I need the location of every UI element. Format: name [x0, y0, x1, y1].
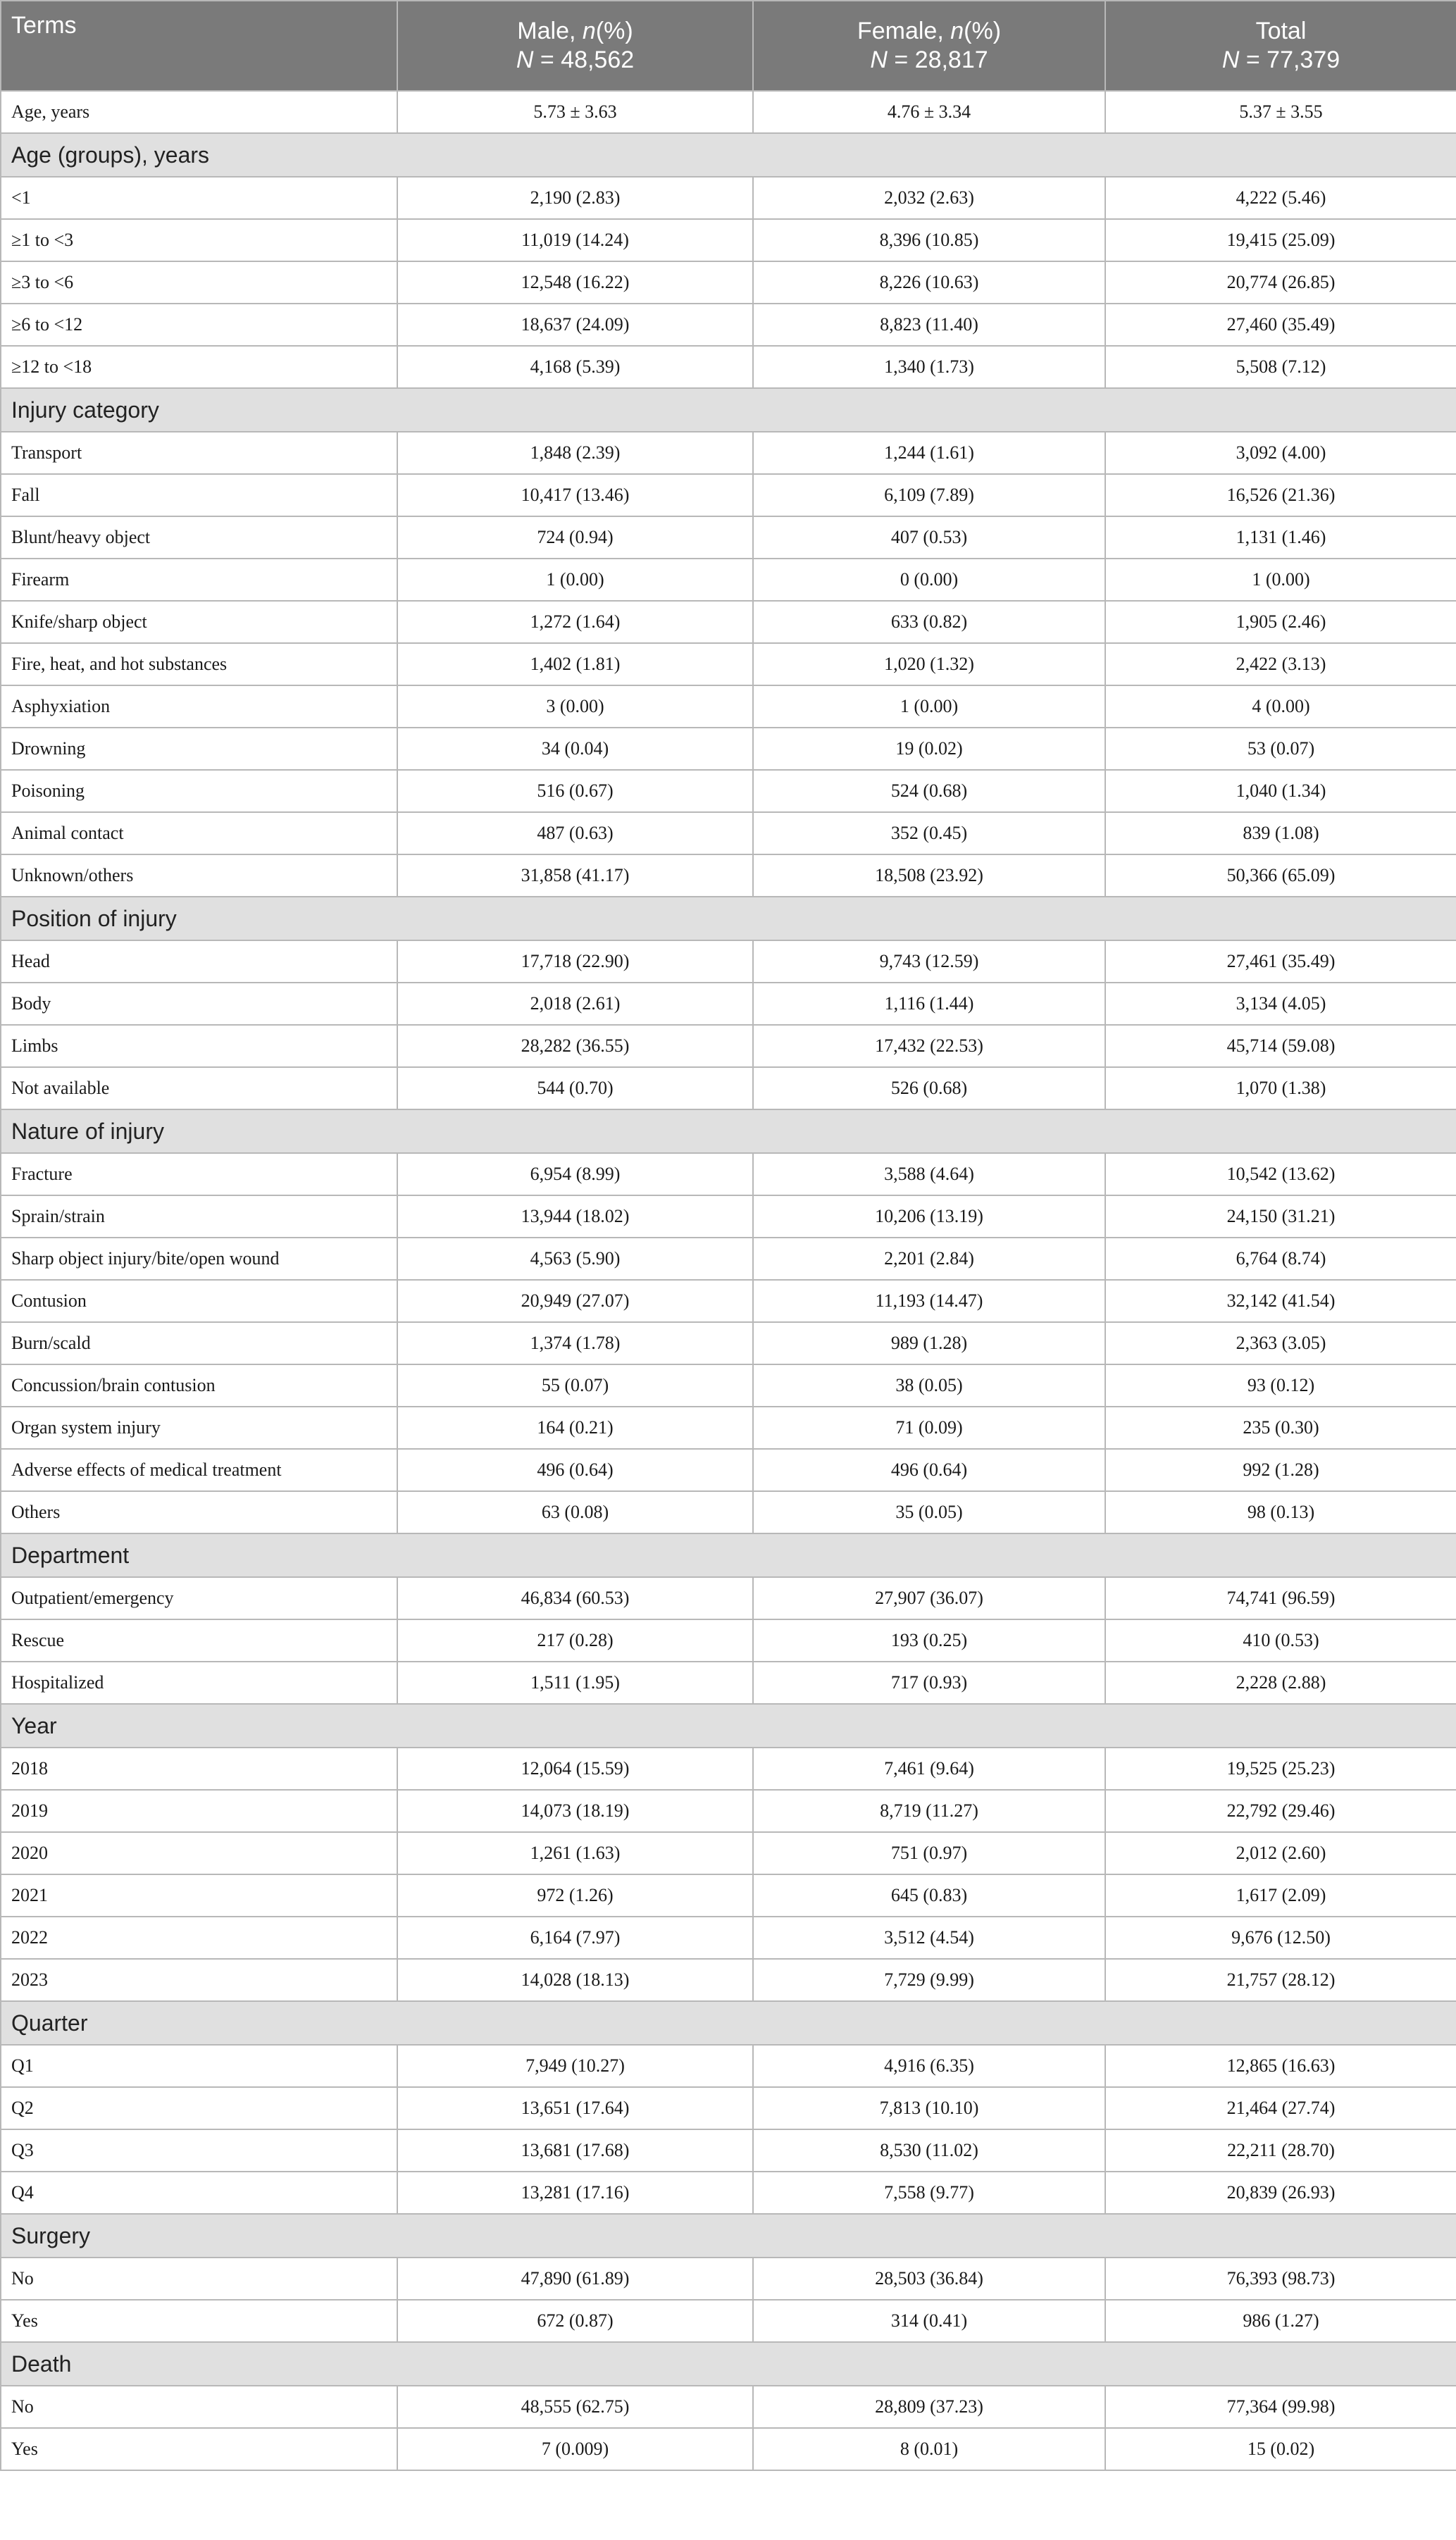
- total-cell: 992 (1.28): [1105, 1449, 1456, 1491]
- female-cell: 7,461 (9.64): [753, 1748, 1105, 1790]
- section-row: [1, 897, 1456, 940]
- total-cell: 27,461 (35.49): [1105, 940, 1456, 983]
- table-row: [1, 1067, 1456, 1109]
- total-cell: 10,542 (13.62): [1105, 1153, 1456, 1195]
- table-row: [1, 1025, 1456, 1067]
- table-row: [1, 1449, 1456, 1491]
- table-row: [1, 2428, 1456, 2470]
- header-male-pct: (%): [595, 18, 633, 44]
- male-cell: 14,073 (18.19): [397, 1790, 753, 1832]
- table-row: [1, 1364, 1456, 1407]
- term-cell: Unknown/others: [1, 854, 397, 897]
- table-row: [1, 1322, 1456, 1364]
- table-row: [1, 2386, 1456, 2428]
- male-cell: 10,417 (13.46): [397, 474, 753, 516]
- male-cell: 13,651 (17.64): [397, 2087, 753, 2129]
- total-cell: 1,131 (1.46): [1105, 516, 1456, 559]
- term-cell: Knife/sharp object: [1, 601, 397, 643]
- section-heading: Surgery: [1, 2214, 1456, 2258]
- total-cell: 21,757 (28.12): [1105, 1959, 1456, 2001]
- section-row: [1, 388, 1456, 432]
- term-cell: Not available: [1, 1067, 397, 1109]
- total-cell: 2,363 (3.05): [1105, 1322, 1456, 1364]
- section-heading: Age (groups), years: [1, 133, 1456, 177]
- male-cell: 11,019 (14.24): [397, 219, 753, 261]
- female-cell: 645 (0.83): [753, 1874, 1105, 1917]
- term-cell: Outpatient/emergency: [1, 1577, 397, 1619]
- female-cell: 38 (0.05): [753, 1364, 1105, 1407]
- female-cell: 6,109 (7.89): [753, 474, 1105, 516]
- total-cell: 839 (1.08): [1105, 812, 1456, 854]
- male-cell: 487 (0.63): [397, 812, 753, 854]
- header-row: [1, 1, 1456, 91]
- male-cell: 17,718 (22.90): [397, 940, 753, 983]
- term-cell: Fracture: [1, 1153, 397, 1195]
- total-cell: 9,676 (12.50): [1105, 1917, 1456, 1959]
- header-male-N: N: [516, 46, 534, 73]
- female-cell: 27,907 (36.07): [753, 1577, 1105, 1619]
- term-cell: Sharp object injury/bite/open wound: [1, 1238, 397, 1280]
- section-heading: Position of injury: [1, 897, 1456, 940]
- term-cell: 2018: [1, 1748, 397, 1790]
- table-row: [1, 1280, 1456, 1322]
- section-row: [1, 1704, 1456, 1748]
- female-cell: 0 (0.00): [753, 559, 1105, 601]
- total-cell: 20,774 (26.85): [1105, 261, 1456, 304]
- female-cell: 352 (0.45): [753, 812, 1105, 854]
- total-cell: 410 (0.53): [1105, 1619, 1456, 1662]
- total-cell: 5,508 (7.12): [1105, 346, 1456, 388]
- term-cell: Q3: [1, 2129, 397, 2172]
- table-row: [1, 2172, 1456, 2214]
- total-cell: 1,070 (1.38): [1105, 1067, 1456, 1109]
- term-cell: <1: [1, 177, 397, 219]
- section-heading: Injury category: [1, 388, 1456, 432]
- term-cell: Head: [1, 940, 397, 983]
- table-row: [1, 1238, 1456, 1280]
- female-cell: 9,743 (12.59): [753, 940, 1105, 983]
- table-row: [1, 854, 1456, 897]
- male-cell: 7 (0.009): [397, 2428, 753, 2470]
- term-cell: Yes: [1, 2300, 397, 2342]
- term-cell: Organ system injury: [1, 1407, 397, 1449]
- term-cell: Burn/scald: [1, 1322, 397, 1364]
- total-cell: 1,905 (2.46): [1105, 601, 1456, 643]
- term-cell: Fall: [1, 474, 397, 516]
- term-cell: Asphyxiation: [1, 685, 397, 728]
- female-cell: 8,719 (11.27): [753, 1790, 1105, 1832]
- table-row: [1, 1619, 1456, 1662]
- male-cell: 2,018 (2.61): [397, 983, 753, 1025]
- male-cell: 496 (0.64): [397, 1449, 753, 1491]
- female-cell: 7,729 (9.99): [753, 1959, 1105, 2001]
- term-cell: Hospitalized: [1, 1662, 397, 1704]
- table-row: [1, 304, 1456, 346]
- table-row: [1, 177, 1456, 219]
- total-cell: 24,150 (31.21): [1105, 1195, 1456, 1238]
- table-row: [1, 261, 1456, 304]
- total-cell: 1 (0.00): [1105, 559, 1456, 601]
- header-male-N-value: = 48,562: [533, 46, 635, 73]
- term-cell: Body: [1, 983, 397, 1025]
- total-cell: 235 (0.30): [1105, 1407, 1456, 1449]
- term-cell: Animal contact: [1, 812, 397, 854]
- male-cell: 4,168 (5.39): [397, 346, 753, 388]
- female-cell: 3,512 (4.54): [753, 1917, 1105, 1959]
- section-heading: Death: [1, 2342, 1456, 2386]
- header-female-N-value: = 28,817: [887, 46, 988, 73]
- male-cell: 55 (0.07): [397, 1364, 753, 1407]
- table-row: [1, 1577, 1456, 1619]
- male-cell: 34 (0.04): [397, 728, 753, 770]
- total-cell: 986 (1.27): [1105, 2300, 1456, 2342]
- male-cell: 217 (0.28): [397, 1619, 753, 1662]
- male-cell: 13,944 (18.02): [397, 1195, 753, 1238]
- total-cell: 1,040 (1.34): [1105, 770, 1456, 812]
- section-row: [1, 2001, 1456, 2045]
- table-row: [1, 1491, 1456, 1533]
- header-male-n: n: [582, 18, 596, 44]
- male-cell: 1,848 (2.39): [397, 432, 753, 474]
- total-cell: 45,714 (59.08): [1105, 1025, 1456, 1067]
- female-cell: 526 (0.68): [753, 1067, 1105, 1109]
- section-row: [1, 133, 1456, 177]
- term-cell: No: [1, 2258, 397, 2300]
- term-cell: 2019: [1, 1790, 397, 1832]
- term-cell: Age, years: [1, 91, 397, 133]
- section-row: [1, 1109, 1456, 1153]
- female-cell: 1,244 (1.61): [753, 432, 1105, 474]
- female-cell: 2,032 (2.63): [753, 177, 1105, 219]
- female-cell: 8,530 (11.02): [753, 2129, 1105, 2172]
- section-row: [1, 2214, 1456, 2258]
- male-cell: 13,681 (17.68): [397, 2129, 753, 2172]
- female-cell: 3,588 (4.64): [753, 1153, 1105, 1195]
- term-cell: Yes: [1, 2428, 397, 2470]
- total-cell: 16,526 (21.36): [1105, 474, 1456, 516]
- table-row: [1, 91, 1456, 133]
- table-row: [1, 601, 1456, 643]
- table-row: [1, 1662, 1456, 1704]
- term-cell: Drowning: [1, 728, 397, 770]
- male-cell: 2,190 (2.83): [397, 177, 753, 219]
- table-row: [1, 1959, 1456, 2001]
- male-cell: 1,261 (1.63): [397, 1832, 753, 1874]
- male-cell: 63 (0.08): [397, 1491, 753, 1533]
- header-female-n: n: [950, 18, 964, 44]
- table-row: [1, 2258, 1456, 2300]
- table-row: [1, 770, 1456, 812]
- term-cell: Firearm: [1, 559, 397, 601]
- header-total-N: N: [1221, 46, 1240, 73]
- total-cell: 76,393 (98.73): [1105, 2258, 1456, 2300]
- female-cell: 4.76 ± 3.34: [753, 91, 1105, 133]
- female-cell: 407 (0.53): [753, 516, 1105, 559]
- female-cell: 8,823 (11.40): [753, 304, 1105, 346]
- table-row: [1, 2087, 1456, 2129]
- female-cell: 717 (0.93): [753, 1662, 1105, 1704]
- total-cell: 53 (0.07): [1105, 728, 1456, 770]
- total-cell: 98 (0.13): [1105, 1491, 1456, 1533]
- female-cell: 18,508 (23.92): [753, 854, 1105, 897]
- section-heading: Quarter: [1, 2001, 1456, 2045]
- term-cell: Sprain/strain: [1, 1195, 397, 1238]
- total-cell: 27,460 (35.49): [1105, 304, 1456, 346]
- header-total: [1105, 1, 1456, 91]
- male-cell: 7,949 (10.27): [397, 2045, 753, 2087]
- female-cell: 17,432 (22.53): [753, 1025, 1105, 1067]
- table-row: [1, 474, 1456, 516]
- male-cell: 544 (0.70): [397, 1067, 753, 1109]
- total-cell: 19,415 (25.09): [1105, 219, 1456, 261]
- female-cell: 751 (0.97): [753, 1832, 1105, 1874]
- female-cell: 989 (1.28): [753, 1322, 1105, 1364]
- header-male-label: Male,: [517, 18, 583, 44]
- female-cell: 7,558 (9.77): [753, 2172, 1105, 2214]
- table-header: [1, 1, 1456, 91]
- total-cell: 20,839 (26.93): [1105, 2172, 1456, 2214]
- header-terms: Terms: [1, 1, 397, 91]
- total-cell: 22,211 (28.70): [1105, 2129, 1456, 2172]
- section-heading: Nature of injury: [1, 1109, 1456, 1153]
- male-cell: 1 (0.00): [397, 559, 753, 601]
- term-cell: Q2: [1, 2087, 397, 2129]
- male-cell: 18,637 (24.09): [397, 304, 753, 346]
- header-female-label: Female,: [857, 18, 951, 44]
- female-cell: 4,916 (6.35): [753, 2045, 1105, 2087]
- total-cell: 50,366 (65.09): [1105, 854, 1456, 897]
- female-cell: 524 (0.68): [753, 770, 1105, 812]
- table-row: [1, 1153, 1456, 1195]
- total-cell: 4,222 (5.46): [1105, 177, 1456, 219]
- table-row: [1, 559, 1456, 601]
- female-cell: 7,813 (10.10): [753, 2087, 1105, 2129]
- male-cell: 1,402 (1.81): [397, 643, 753, 685]
- male-cell: 48,555 (62.75): [397, 2386, 753, 2428]
- male-cell: 1,374 (1.78): [397, 1322, 753, 1364]
- female-cell: 8,396 (10.85): [753, 219, 1105, 261]
- table-row: [1, 1917, 1456, 1959]
- male-cell: 31,858 (41.17): [397, 854, 753, 897]
- table-row: [1, 219, 1456, 261]
- male-cell: 1,272 (1.64): [397, 601, 753, 643]
- table-row: [1, 1874, 1456, 1917]
- male-cell: 13,281 (17.16): [397, 2172, 753, 2214]
- header-total-N-value: = 77,379: [1239, 46, 1340, 73]
- total-cell: 15 (0.02): [1105, 2428, 1456, 2470]
- term-cell: Poisoning: [1, 770, 397, 812]
- term-cell: 2023: [1, 1959, 397, 2001]
- term-cell: Adverse effects of medical treatment: [1, 1449, 397, 1491]
- term-cell: ≥1 to <3: [1, 219, 397, 261]
- table-row: [1, 432, 1456, 474]
- total-cell: 2,422 (3.13): [1105, 643, 1456, 685]
- male-cell: 972 (1.26): [397, 1874, 753, 1917]
- term-cell: Others: [1, 1491, 397, 1533]
- male-cell: 6,954 (8.99): [397, 1153, 753, 1195]
- table-row: [1, 685, 1456, 728]
- total-cell: 4 (0.00): [1105, 685, 1456, 728]
- male-cell: 724 (0.94): [397, 516, 753, 559]
- table-row: [1, 940, 1456, 983]
- male-cell: 12,064 (15.59): [397, 1748, 753, 1790]
- female-cell: 2,201 (2.84): [753, 1238, 1105, 1280]
- total-cell: 21,464 (27.74): [1105, 2087, 1456, 2129]
- male-cell: 5.73 ± 3.63: [397, 91, 753, 133]
- female-cell: 10,206 (13.19): [753, 1195, 1105, 1238]
- total-cell: 2,228 (2.88): [1105, 1662, 1456, 1704]
- header-female-pct: (%): [964, 18, 1002, 44]
- table-row: [1, 643, 1456, 685]
- total-cell: 5.37 ± 3.55: [1105, 91, 1456, 133]
- table-row: [1, 728, 1456, 770]
- total-cell: 77,364 (99.98): [1105, 2386, 1456, 2428]
- total-cell: 74,741 (96.59): [1105, 1577, 1456, 1619]
- female-cell: 35 (0.05): [753, 1491, 1105, 1533]
- table-row: [1, 1748, 1456, 1790]
- total-cell: 12,865 (16.63): [1105, 2045, 1456, 2087]
- female-cell: 11,193 (14.47): [753, 1280, 1105, 1322]
- term-cell: ≥12 to <18: [1, 346, 397, 388]
- table-row: [1, 516, 1456, 559]
- total-cell: 3,134 (4.05): [1105, 983, 1456, 1025]
- term-cell: Rescue: [1, 1619, 397, 1662]
- term-cell: 2022: [1, 1917, 397, 1959]
- term-cell: ≥6 to <12: [1, 304, 397, 346]
- section-heading: Year: [1, 1704, 1456, 1748]
- header-total-label: Total: [1255, 18, 1307, 44]
- table-row: [1, 2045, 1456, 2087]
- table-row: [1, 1790, 1456, 1832]
- table-body: [1, 91, 1456, 2470]
- female-cell: 8,226 (10.63): [753, 261, 1105, 304]
- female-cell: 19 (0.02): [753, 728, 1105, 770]
- section-row: [1, 1533, 1456, 1577]
- term-cell: No: [1, 2386, 397, 2428]
- female-cell: 496 (0.64): [753, 1449, 1105, 1491]
- term-cell: 2020: [1, 1832, 397, 1874]
- female-cell: 1 (0.00): [753, 685, 1105, 728]
- female-cell: 28,809 (37.23): [753, 2386, 1105, 2428]
- male-cell: 4,563 (5.90): [397, 1238, 753, 1280]
- total-cell: 22,792 (29.46): [1105, 1790, 1456, 1832]
- male-cell: 1,511 (1.95): [397, 1662, 753, 1704]
- female-cell: 633 (0.82): [753, 601, 1105, 643]
- male-cell: 12,548 (16.22): [397, 261, 753, 304]
- term-cell: Blunt/heavy object: [1, 516, 397, 559]
- term-cell: Concussion/brain contusion: [1, 1364, 397, 1407]
- term-cell: Fire, heat, and hot substances: [1, 643, 397, 685]
- male-cell: 20,949 (27.07): [397, 1280, 753, 1322]
- total-cell: 32,142 (41.54): [1105, 1280, 1456, 1322]
- total-cell: 2,012 (2.60): [1105, 1832, 1456, 1874]
- male-cell: 6,164 (7.97): [397, 1917, 753, 1959]
- male-cell: 28,282 (36.55): [397, 1025, 753, 1067]
- male-cell: 3 (0.00): [397, 685, 753, 728]
- female-cell: 28,503 (36.84): [753, 2258, 1105, 2300]
- table-row: [1, 1832, 1456, 1874]
- female-cell: 193 (0.25): [753, 1619, 1105, 1662]
- male-cell: 46,834 (60.53): [397, 1577, 753, 1619]
- term-cell: Limbs: [1, 1025, 397, 1067]
- term-cell: 2021: [1, 1874, 397, 1917]
- female-cell: 8 (0.01): [753, 2428, 1105, 2470]
- female-cell: 71 (0.09): [753, 1407, 1105, 1449]
- male-cell: 164 (0.21): [397, 1407, 753, 1449]
- header-female-N: N: [870, 46, 888, 73]
- term-cell: Q4: [1, 2172, 397, 2214]
- header-male: [397, 1, 753, 91]
- header-female: [753, 1, 1105, 91]
- total-cell: 93 (0.12): [1105, 1364, 1456, 1407]
- term-cell: Contusion: [1, 1280, 397, 1322]
- table-row: [1, 1195, 1456, 1238]
- male-cell: 516 (0.67): [397, 770, 753, 812]
- table-row: [1, 1407, 1456, 1449]
- term-cell: Q1: [1, 2045, 397, 2087]
- male-cell: 47,890 (61.89): [397, 2258, 753, 2300]
- total-cell: 6,764 (8.74): [1105, 1238, 1456, 1280]
- term-cell: ≥3 to <6: [1, 261, 397, 304]
- female-cell: 1,340 (1.73): [753, 346, 1105, 388]
- total-cell: 1,617 (2.09): [1105, 1874, 1456, 1917]
- female-cell: 314 (0.41): [753, 2300, 1105, 2342]
- table-row: [1, 2300, 1456, 2342]
- table-row: [1, 812, 1456, 854]
- table-row: [1, 2129, 1456, 2172]
- total-cell: 19,525 (25.23): [1105, 1748, 1456, 1790]
- female-cell: 1,116 (1.44): [753, 983, 1105, 1025]
- total-cell: 3,092 (4.00): [1105, 432, 1456, 474]
- table-row: [1, 346, 1456, 388]
- term-cell: Transport: [1, 432, 397, 474]
- section-row: [1, 2342, 1456, 2386]
- male-cell: 672 (0.87): [397, 2300, 753, 2342]
- female-cell: 1,020 (1.32): [753, 643, 1105, 685]
- table-row: [1, 983, 1456, 1025]
- section-heading: Department: [1, 1533, 1456, 1577]
- male-cell: 14,028 (18.13): [397, 1959, 753, 2001]
